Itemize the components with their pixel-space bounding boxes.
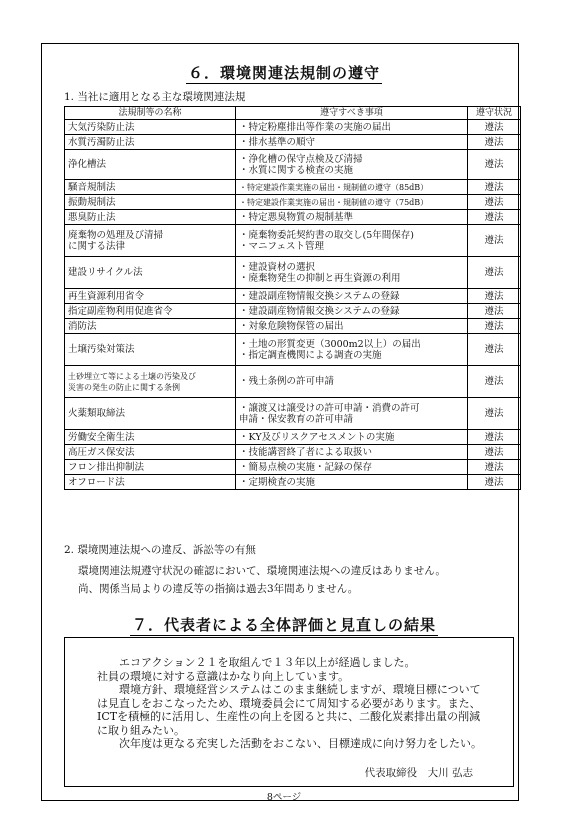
environmental-laws-table <box>64 106 521 490</box>
law-name-cell: 騒音規制法 <box>65 180 236 195</box>
table-row <box>65 180 521 195</box>
compliance-status-cell: 遵法 <box>468 150 521 180</box>
table-row <box>65 289 521 304</box>
law-name-cell: 水質汚濁防止法 <box>65 135 236 150</box>
section-7-title: ７．代表者による全体評価と見直しの結果 <box>131 616 436 634</box>
table-row <box>65 398 521 430</box>
compliance-status-cell: 遵法 <box>468 289 521 304</box>
requirement-cell: ・定期検査の実施 <box>236 475 468 490</box>
requirement-cell: ・簡易点検の実施・記録の保存 <box>236 460 468 475</box>
compliance-status-cell: 遵法 <box>468 430 521 445</box>
column-header-requirements: 遵守すべき事項 <box>236 107 468 120</box>
requirement-cell: ・技能講習終了者による取扱い <box>236 445 468 460</box>
table-row <box>65 135 521 150</box>
requirement-cell: ・譲渡又は譲受けの許可申請・消費の許可 申請・保安教育の許可申請 <box>236 398 468 430</box>
page-number: 8ページ <box>266 792 302 803</box>
requirement-cell: ・建設副産物情報交換システムの登録 <box>236 289 468 304</box>
requirement-cell: ・特定悪臭物質の規制基準 <box>236 210 468 225</box>
law-name-cell: 浄化槽法 <box>65 150 236 180</box>
law-name-cell: 建設リサイクル法 <box>65 257 236 289</box>
law-name-cell: 高圧ガス保安法 <box>65 445 236 460</box>
law-name-cell: 土砂埋立て等による土壌の汚染及び 災害の発生の防止に関する条例 <box>65 366 236 398</box>
requirement-cell: ・建設資材の選択 ・廃棄物発生の抑制と再生資源の利用 <box>236 257 468 289</box>
table-row <box>65 304 521 319</box>
law-name-cell: 大気汚染防止法 <box>65 120 236 135</box>
requirement-cell: ・特定建設作業実施の届出・規制値の遵守（75dB） <box>236 195 468 210</box>
law-name-cell: フロン排出抑制法 <box>65 460 236 475</box>
law-name-cell: 廃棄物の処理及び清掃 に関する法律 <box>65 225 236 257</box>
table-row <box>65 334 521 366</box>
table-row <box>65 257 521 289</box>
evaluation-paragraph: 環境方針、環境経営システムはこのまま継続しますが、環境目標については見直しをおこなったため、環境委員会にて周知する必要があります。また、ICTを積極的に活用し、生産性の向上を図ると共に、二酸化炭素排出量の削減に取り組みたい。 <box>97 683 481 737</box>
table-row <box>65 460 521 475</box>
law-name-cell: 火薬類取締法 <box>65 398 236 430</box>
compliance-status-cell: 遵法 <box>468 210 521 225</box>
representative-evaluation-box <box>64 637 514 787</box>
requirement-cell: ・浄化槽の保守点検及び清掃 ・水質に関する検査の実施 <box>236 150 468 180</box>
law-name-cell: 悪臭防止法 <box>65 210 236 225</box>
compliance-status-cell: 遵法 <box>468 334 521 366</box>
requirement-cell: ・残土条例の許可申請 <box>236 366 468 398</box>
violation-check-note: 環境関連法規遵守状況の確認において、環境関連法規への違反はありません。 <box>78 565 446 577</box>
table-row <box>65 195 521 210</box>
table-row <box>65 319 521 334</box>
requirement-cell: ・特定粉塵排出等作業の実施の届出 <box>236 120 468 135</box>
table-row <box>65 430 521 445</box>
compliance-status-cell: 遵法 <box>468 445 521 460</box>
law-name-cell: 消防法 <box>65 319 236 334</box>
law-name-cell: 労働安全衛生法 <box>65 430 236 445</box>
table-header-row <box>65 107 521 120</box>
table-body <box>65 120 521 490</box>
compliance-status-cell: 遵法 <box>468 120 521 135</box>
compliance-status-cell: 遵法 <box>468 195 521 210</box>
law-name-cell: オフロード法 <box>65 475 236 490</box>
requirement-cell: ・建設副産物情報交換システムの登録 <box>236 304 468 319</box>
compliance-status-cell: 遵法 <box>468 180 521 195</box>
compliance-status-cell: 遵法 <box>468 257 521 289</box>
evaluation-paragraph: 社員の環境に対する意識はかなり向上しています。 <box>97 669 350 683</box>
evaluation-paragraph: エコアクション２１を取組んで１３年以上が経過しました。 <box>97 656 416 669</box>
compliance-status-cell: 遵法 <box>468 366 521 398</box>
requirement-cell: ・特定建設作業実施の届出・規制値の遵守（85dB） <box>236 180 468 195</box>
compliance-status-cell: 遵法 <box>468 135 521 150</box>
requirement-cell: ・排水基準の順守 <box>236 135 468 150</box>
compliance-status-cell: 遵法 <box>468 475 521 490</box>
column-header-status: 遵守状況 <box>468 107 521 120</box>
table-row <box>65 150 521 180</box>
compliance-status-cell: 遵法 <box>468 460 521 475</box>
compliance-status-cell: 遵法 <box>468 319 521 334</box>
law-name-cell: 土壌汚染対策法 <box>65 334 236 366</box>
requirement-cell: ・対象危険物保管の届出 <box>236 319 468 334</box>
violations-heading: 2. 環境関連法規への違反、訴訟等の有無 <box>64 544 256 556</box>
law-name-cell: 振動規制法 <box>65 195 236 210</box>
compliance-status-cell: 遵法 <box>468 398 521 430</box>
table-row <box>65 120 521 135</box>
law-name-cell: 指定副産物利用促進省令 <box>65 304 236 319</box>
compliance-status-cell: 遵法 <box>468 304 521 319</box>
law-name-cell: 再生資源利用省令 <box>65 289 236 304</box>
column-header-law-name: 法規制等の名称 <box>65 107 236 120</box>
table-row <box>65 210 521 225</box>
requirement-cell: ・土地の形質変更（3000m2以上）の届出 ・指定調査機関による調査の実施 <box>236 334 468 366</box>
table-row <box>65 225 521 257</box>
authority-note: 尚、関係当局よりの違反等の指摘は過去3年間ありません。 <box>78 583 359 595</box>
section-6-title: ６．環境関連法規制の遵守 <box>187 64 380 82</box>
table-row <box>65 445 521 460</box>
table-row <box>65 366 521 398</box>
requirement-cell: ・KY及びリスクアセスメントの実施 <box>236 430 468 445</box>
table-row <box>65 475 521 490</box>
compliance-status-cell: 遵法 <box>468 225 521 257</box>
evaluation-paragraph: 次年度は更なる充実した活動をおこない、目標達成に向け努力をしたい。 <box>97 737 482 750</box>
applicable-laws-heading: 1. 当社に適用となる主な環境関連法規 <box>64 91 246 103</box>
representative-signature: 代表取締役 大川 弘志 <box>364 766 473 779</box>
requirement-cell: ・廃棄物委託契約書の取交し(5年間保存) ・マニフェスト管理 <box>236 225 468 257</box>
